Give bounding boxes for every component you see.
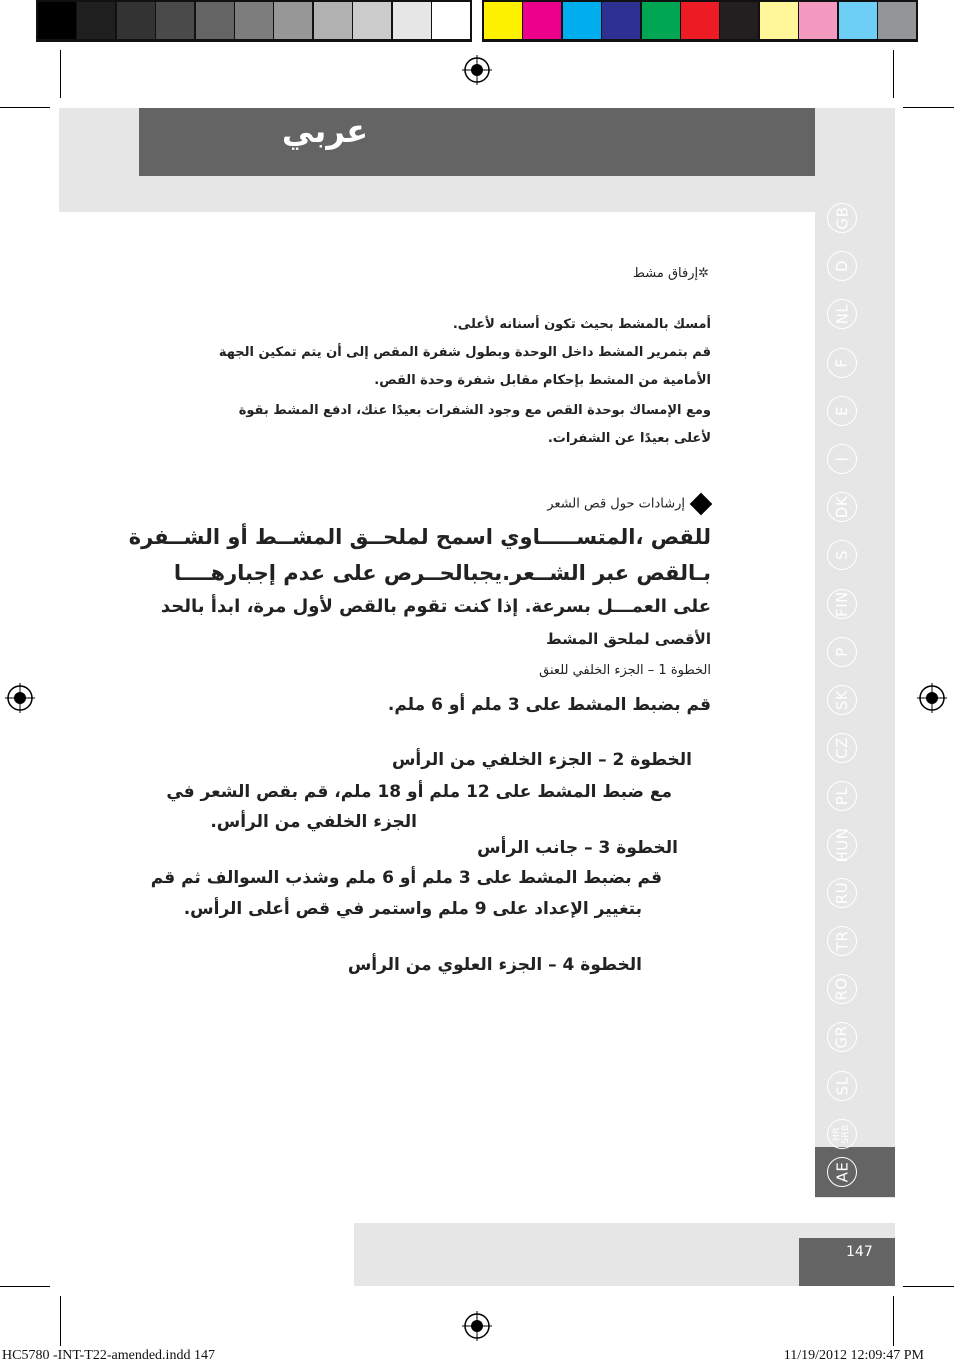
language-gb[interactable]	[827, 203, 857, 233]
para1-line: لأعلى بعيدًا عن الشفرات.	[547, 431, 711, 446]
language-label: PL	[833, 787, 851, 806]
para2-line: بـالقص عبر الشــعر.يجبالحــرص على عدم إجبارهــــا	[173, 561, 711, 585]
language-f[interactable]	[827, 348, 857, 378]
language-label: HUN	[833, 827, 852, 863]
language-label: D	[833, 260, 851, 273]
step2-text-line: الجزء الخلفي من الرأس.	[210, 812, 417, 832]
crop-mark	[903, 1286, 954, 1287]
language-label: RU	[833, 881, 851, 904]
crop-mark	[893, 50, 894, 98]
step4-title: الخطوة 4 – الجزء العلوي من الرأس	[347, 955, 642, 975]
page-title: عربي	[281, 112, 369, 150]
color-swatch	[839, 2, 877, 39]
crop-mark	[0, 1286, 50, 1287]
language-tr[interactable]	[827, 926, 857, 956]
para1-line: الأمامية من المشط بإحكام مقابل شفرة وحدة القص.	[374, 373, 711, 388]
language-label: HR SRB	[831, 1123, 851, 1144]
crop-mark	[60, 50, 61, 98]
language-cz[interactable]	[827, 733, 857, 763]
language-fin[interactable]	[827, 589, 857, 619]
warning-diamond-icon	[690, 493, 713, 516]
language-label: GR	[832, 1025, 851, 1049]
step2-text-line: مع ضبط المشط على 12 ملم أو 18 ملم، قم بقص الشعر في	[166, 782, 672, 802]
language-p[interactable]	[827, 637, 857, 667]
color-swatch	[878, 2, 916, 39]
step3-text-line: بتغيير الإعداد على 9 ملم واستمر في قص أعلى الرأس.	[183, 899, 642, 919]
section-heading-tips: إرشادات حول قص الشعر	[547, 496, 709, 512]
language-ro[interactable]	[827, 974, 857, 1004]
para2-line: على العمـــل بسرعة. إذا كنت تقوم بالقص لأول مرة، ابدأ بالحد	[160, 596, 711, 617]
color-swatch	[484, 2, 522, 39]
para1-line: قم بتمرير المشط داخل الوحدة وبطول شفرة المقص إلى أن يتم تمكين الجهة	[218, 345, 711, 360]
color-swatch	[760, 2, 798, 39]
crop-mark	[60, 1296, 61, 1346]
language-label: P	[832, 647, 851, 657]
section-heading-comb: ✲إرفاق مشط	[632, 266, 709, 281]
language-sk[interactable]	[827, 685, 857, 715]
language-hun[interactable]	[827, 827, 857, 863]
language-sl[interactable]	[827, 1071, 857, 1101]
color-swatch	[523, 2, 561, 39]
gray-swatch	[314, 2, 352, 39]
color-swatch	[799, 2, 837, 39]
language-label: SK	[832, 689, 851, 711]
language-label: DK	[832, 495, 851, 519]
language-label: F	[832, 358, 851, 368]
language-label: TR	[833, 930, 851, 952]
language-hr-srb[interactable]	[827, 1119, 857, 1149]
registration-mark-icon	[462, 1311, 492, 1341]
gray-swatch	[274, 2, 312, 39]
language-label: FIN	[833, 590, 851, 617]
sun-icon: ✲	[698, 266, 709, 281]
para1-line: ومع الإمساك بوحدة القص مع وجود الشفرات بعيدًا عنك، ادفع المشط بقوة	[238, 403, 711, 418]
color-swatch	[563, 2, 601, 39]
title-bar	[139, 108, 815, 176]
language-e[interactable]	[827, 396, 857, 426]
language-label: E	[832, 405, 851, 416]
gray-swatch	[196, 2, 234, 39]
language-d[interactable]	[827, 251, 857, 281]
gray-swatch	[38, 2, 76, 39]
language-label: GB	[832, 206, 851, 230]
crop-mark	[903, 107, 954, 108]
gray-swatch	[117, 2, 155, 39]
language-dk[interactable]	[827, 492, 857, 522]
step1-text: قم بضبط المشط على 3 ملم أو 6 ملم.	[387, 695, 711, 715]
gray-swatch	[156, 2, 194, 39]
language-label: RO	[832, 977, 851, 1001]
gray-swatch	[432, 2, 470, 39]
registration-mark-icon	[462, 55, 492, 85]
gray-swatch	[393, 2, 431, 39]
language-label: I	[833, 456, 851, 462]
footer-filename: HC5780 -INT-T22-amended.indd 147	[2, 1348, 215, 1363]
language-label: NL	[832, 304, 851, 325]
crop-mark	[0, 107, 50, 108]
para2-line: الأقصى لملحق المشط	[546, 630, 711, 648]
gray-swatch	[353, 2, 391, 39]
color-swatch	[681, 2, 719, 39]
color-swatch	[720, 2, 758, 39]
language-i[interactable]	[827, 444, 857, 474]
language-label: CZ	[833, 737, 851, 760]
gray-swatch	[235, 2, 273, 39]
language-label: AE	[833, 1161, 851, 1183]
step3-title: الخطوة 3 – جانب الرأس	[477, 838, 678, 858]
color-calibration-bar	[0, 0, 954, 42]
step3-text-line: قم بضبط المشط على 3 ملم أو 6 ملم وشذب السوالف ثم قم	[150, 868, 662, 888]
language-label: SL	[832, 1076, 851, 1096]
color-swatch	[602, 2, 640, 39]
step2-title: الخطوة 2 – الجزء الخلفي من الرأس	[391, 750, 692, 770]
footer-datetime: 11/19/2012 12:09:47 PM	[783, 1348, 924, 1363]
gray-swatch	[77, 2, 115, 39]
para2-line: للقص ،المتســـــاوي اسمح لملحــق المشــط أو الشــفرة	[128, 525, 711, 549]
registration-mark-icon	[5, 683, 35, 713]
step1-title: الخطوة 1 – الجزء الخلفي للعنق	[539, 663, 711, 678]
crop-mark	[893, 1296, 894, 1346]
registration-mark-icon	[917, 683, 947, 713]
color-swatch	[642, 2, 680, 39]
language-ae[interactable]	[827, 1157, 857, 1187]
language-ru[interactable]	[827, 878, 857, 908]
para1-line: أمسك بالمشط بحيث تكون أسنانه لأعلى.	[452, 317, 711, 332]
page-number: 147	[846, 1244, 873, 1260]
language-label: S	[833, 550, 851, 561]
